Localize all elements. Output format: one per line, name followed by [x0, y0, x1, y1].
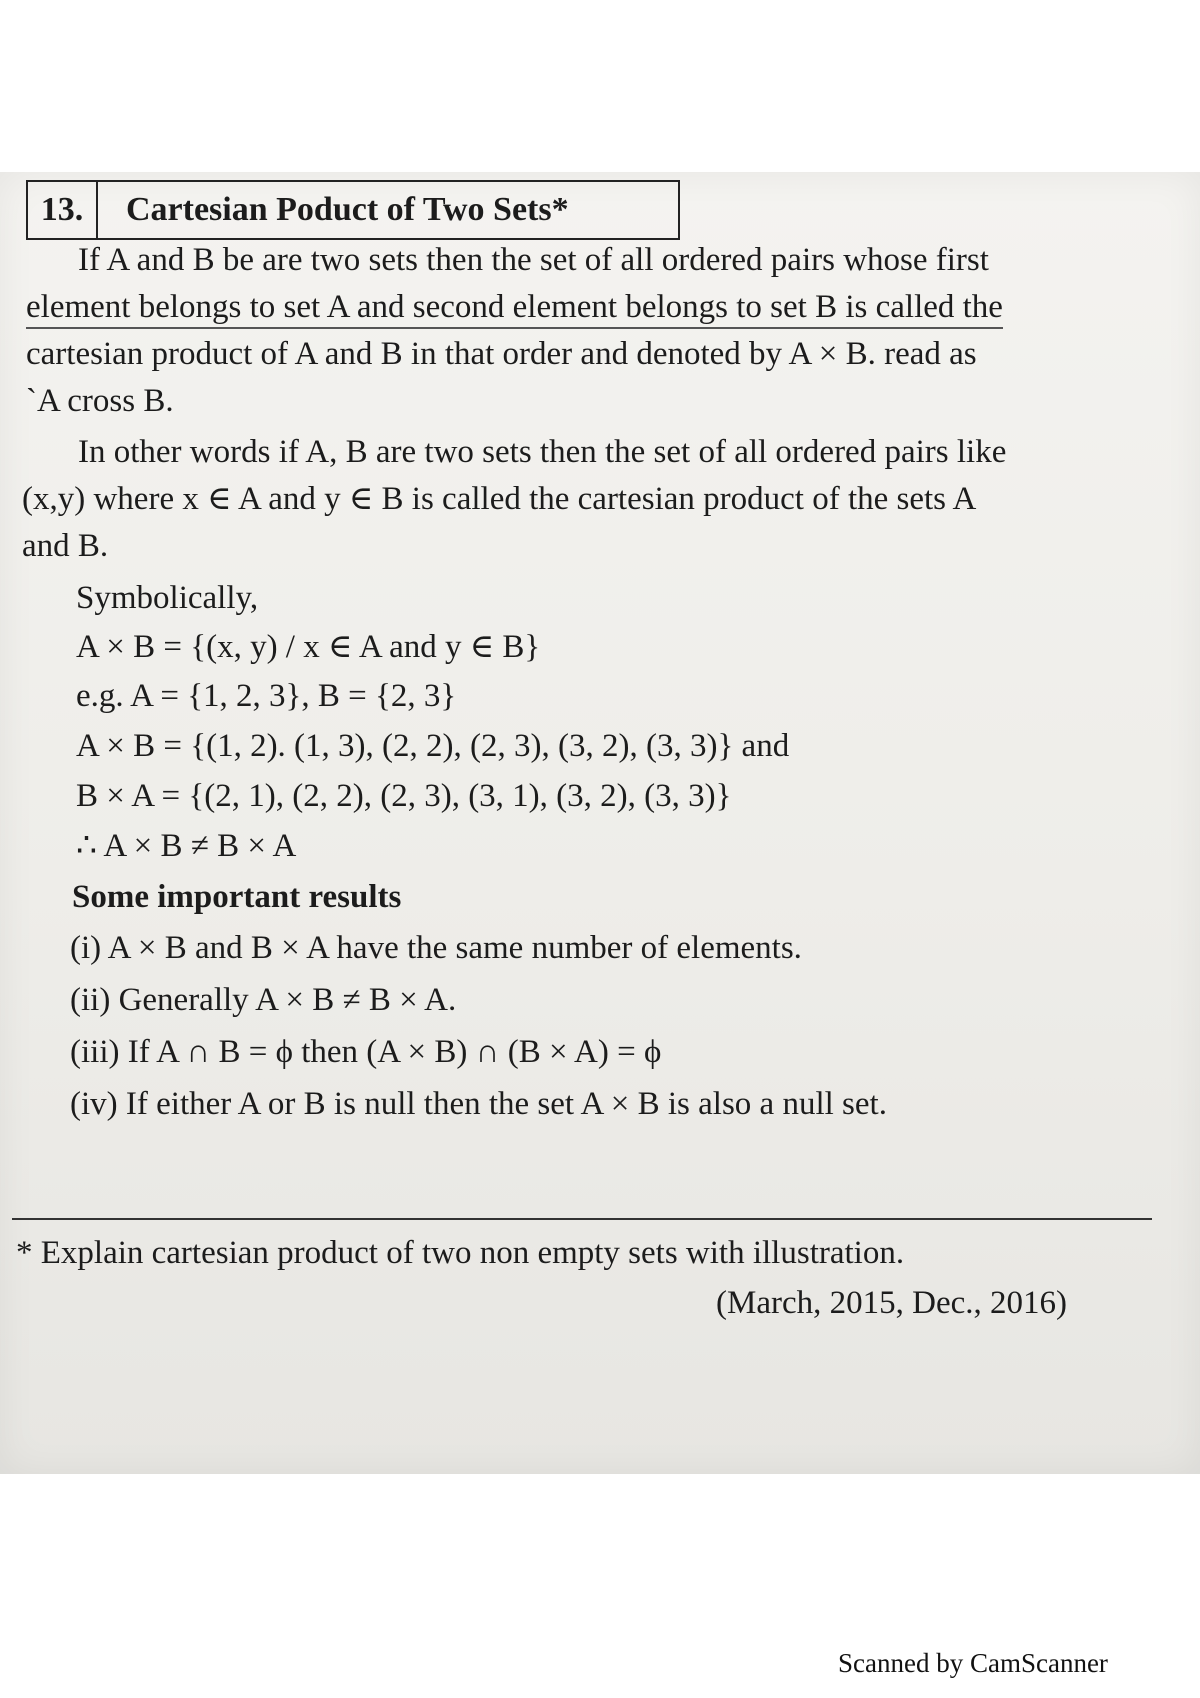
footnote-divider [12, 1218, 1152, 1220]
footnote-question: * Explain cartesian product of two non empty sets with illustration. [16, 1235, 905, 1271]
paragraph1-line-3: cartesian product of A and B in that order and denoted by A × B. read as [26, 336, 977, 372]
result-item: (i) A × B and B × A have the same number of elements. [70, 930, 802, 966]
section-marker: * [551, 191, 569, 228]
result-item: (iii) If A ∩ B = ϕ then (A × B) ∩ (B × A) = ϕ [70, 1034, 662, 1070]
scanner-watermark: Scanned by CamScanner [838, 1648, 1108, 1678]
symbolic-definition: A × B = {(x, y) / x ∈ A and y ∈ B} [76, 629, 541, 665]
section-heading [26, 180, 680, 240]
paragraph2-line-2: (x,y) where x ∈ A and y ∈ B is called the cartesian product of the sets A [22, 481, 977, 517]
section-title [98, 191, 569, 229]
symbolic-conclusion: ∴ A × B ≠ B × A [76, 828, 297, 864]
paragraph1-line-2: element belongs to set A and second element belongs to set B is called the [26, 287, 1003, 329]
result-item: (ii) Generally A × B ≠ B × A. [70, 982, 457, 1018]
section-number: 13. [28, 182, 98, 238]
footnote-reference: (March, 2015, Dec., 2016) [716, 1285, 1067, 1321]
results-heading: Some important results [72, 879, 402, 915]
symbolic-example: e.g. A = {1, 2, 3}, B = {2, 3} [76, 678, 457, 714]
symbolic-axb: A × B = {(1, 2). (1, 3), (2, 2), (2, 3), (3, 2), (3, 3)} and [76, 728, 790, 764]
paragraph1-line-1: If A and B be are two sets then the set of all ordered pairs whose first [78, 242, 989, 278]
section-title-text: Cartesian Poduct of Two Sets [126, 191, 552, 228]
paragraph1-line-4: `A cross B. [26, 383, 174, 419]
symbolic-intro: Symbolically, [76, 580, 259, 616]
paragraph2-line-1: In other words if A, B are two sets then the set of all ordered pairs like [78, 434, 1007, 470]
result-item: (iv) If either A or B is null then the set A × B is also a null set. [70, 1086, 887, 1122]
symbolic-bxa: B × A = {(2, 1), (2, 2), (2, 3), (3, 1), (3, 2), (3, 3)} [76, 778, 732, 814]
paragraph2-line-3: and B. [22, 528, 109, 564]
